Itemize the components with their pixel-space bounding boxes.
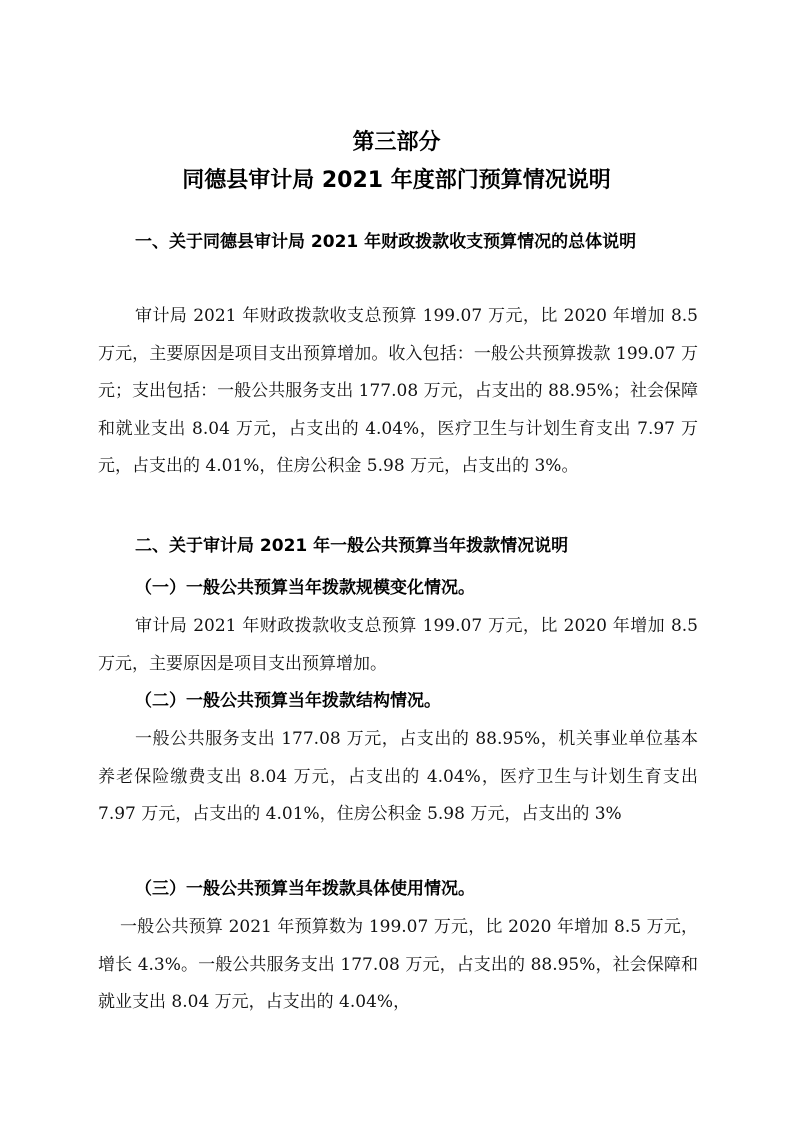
section-2-heading: 二、关于审计局 2021 年一般公共预算当年拨款情况说明 xyxy=(135,536,569,556)
subsection-3-body: 一般公共预算 2021 年预算数为 199.07 万元，比 2020 年增加 8.5 万元，增长 4.3%。一般公共服务支出 177.08 万元，占支出的 88.95%，社会保障和就业支出 8.04 万元，占支出的 4.04%， xyxy=(98,917,698,1012)
subsection-2-heading: （二）一般公共预算当年拨款结构情况。 xyxy=(135,691,441,711)
subsection-1-heading: （一）一般公共预算当年拨款规模变化情况。 xyxy=(135,578,475,598)
subsection-3-heading: （三）一般公共预算当年拨款具体使用情况。 xyxy=(135,879,475,899)
subsection-2-body: 一般公共服务支出 177.08 万元，占支出的 88.95%，机关事业单位基本养老保险缴费支出 8.04 万元，占支出的 4.04%，医疗卫生与计划生育支出 7.97 万元，占支出的 4.01%，住房公积金 5.98 万元，占支出的 3% xyxy=(98,729,698,824)
section-1-body: 审计局 2021 年财政拨款收支总预算 199.07 万元，比 2020 年增加 8.5 万元，主要原因是项目支出预算增加。收入包括：一般公共预算拨款 199.07 万元；支出包括：一般公共服务支出 177.08 万元，占支出的 88.95%；社会保障和就业支出 8.04 万元，占支出的 4.04%，医疗卫生与计划生育支出 7.97 万元，占支出的 4.01%，住房公积金 5.98 万元，占支出的 3%。 xyxy=(98,306,698,476)
section-1-heading: 一、关于同德县审计局 2021 年财政拨款收支预算情况的总体说明 xyxy=(135,232,637,252)
part-label: 第三部分 xyxy=(352,130,441,155)
main-title: 同德县审计局 2021 年度部门预算情况说明 xyxy=(182,168,611,193)
subsection-1-body: 审计局 2021 年财政拨款收支总预算 199.07 万元，比 2020 年增加 8.5 万元，主要原因是项目支出预算增加。 xyxy=(98,616,698,674)
